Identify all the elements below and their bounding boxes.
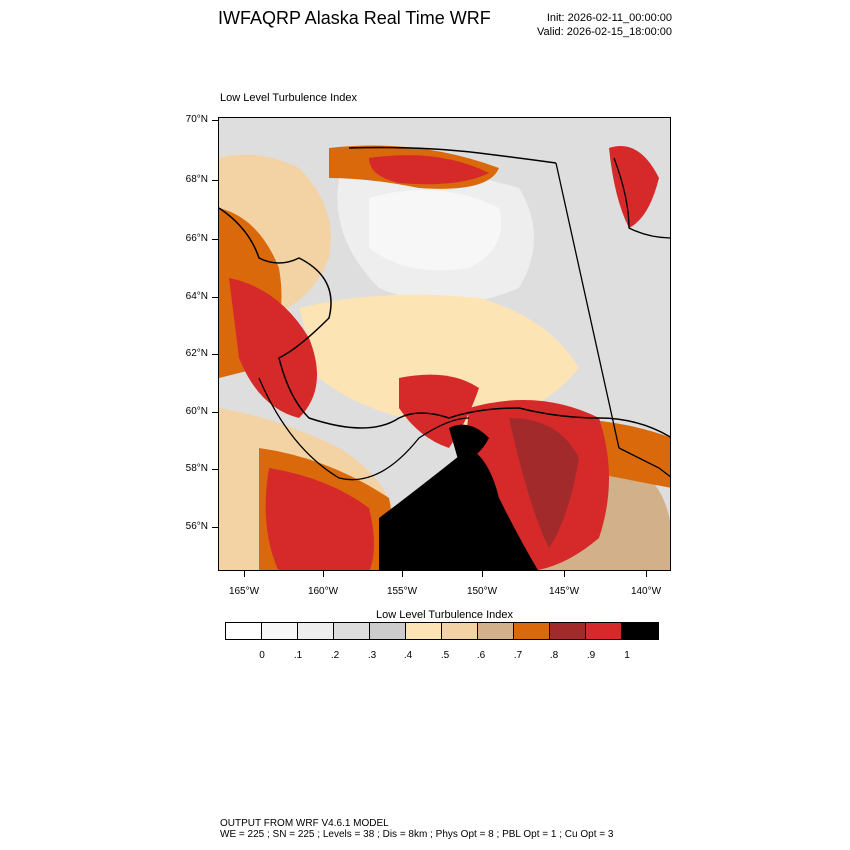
lat-tick (212, 120, 218, 121)
footer-config-line: WE = 225 ; SN = 225 ; Levels = 38 ; Dis = 8km ; Phys Opt = 8 ; PBL Opt = 1 ; Cu Opt = 3 (220, 829, 614, 840)
footer-model-line: OUTPUT FROM WRF V4.6.1 MODEL (220, 818, 389, 829)
valid-time: Valid: 2026-02-15_18:00:00 (537, 26, 672, 38)
lat-tick (212, 297, 218, 298)
colorbar-box-10 (586, 623, 622, 639)
lat-label-70n: 70°N (185, 114, 208, 125)
lat-label-62n: 62°N (185, 348, 208, 359)
lon-tick (244, 571, 245, 577)
colorbar-label-0.5: .5 (440, 650, 450, 661)
colorbar-box-9 (550, 623, 586, 639)
colorbar-box-11 (622, 623, 658, 639)
lat-tick (212, 180, 218, 181)
colorbar-label-0.3: .3 (367, 650, 377, 661)
colorbar-label-0: 0 (259, 650, 265, 661)
colorbar-box-3 (334, 623, 370, 639)
colorbar-label-0.8: .8 (549, 650, 559, 661)
lon-tick (482, 571, 483, 577)
colorbar-box-5 (406, 623, 442, 639)
lat-label-64n: 64°N (185, 291, 208, 302)
colorbar-box-4 (370, 623, 406, 639)
map-title: Low Level Turbulence Index (220, 92, 357, 104)
lon-tick (402, 571, 403, 577)
colorbar-box-8 (514, 623, 550, 639)
colorbar-label-0.9: .9 (586, 650, 596, 661)
colorbar-label-0.2: .2 (330, 650, 340, 661)
colorbar-box-2 (298, 623, 334, 639)
colorbar-label-1: 1 (624, 650, 630, 661)
lat-tick (212, 239, 218, 240)
lat-tick (212, 354, 218, 355)
lon-label-165w: 165°W (228, 586, 260, 597)
lon-tick (323, 571, 324, 577)
lon-label-140w: 140°W (630, 586, 662, 597)
lon-label-155w: 155°W (386, 586, 418, 597)
colorbar-box-0 (226, 623, 262, 639)
lon-tick (564, 571, 565, 577)
lon-tick (646, 571, 647, 577)
lat-label-60n: 60°N (185, 406, 208, 417)
colorbar-label-0.4: .4 (403, 650, 413, 661)
colorbar (225, 622, 659, 640)
colorbar-label-0.1: .1 (293, 650, 303, 661)
lat-label-58n: 58°N (185, 463, 208, 474)
turbulence-map (218, 117, 671, 571)
lat-tick (212, 412, 218, 413)
lat-tick (212, 527, 218, 528)
lon-label-145w: 145°W (548, 586, 580, 597)
colorbar-box-7 (478, 623, 514, 639)
turbulence-field (219, 118, 671, 571)
lat-tick (212, 469, 218, 470)
lat-label-68n: 68°N (185, 174, 208, 185)
main-title: IWFAQRP Alaska Real Time WRF (218, 8, 491, 28)
init-time: Init: 2026-02-11_00:00:00 (546, 12, 672, 24)
colorbar-box-1 (262, 623, 298, 639)
lat-label-66n: 66°N (185, 233, 208, 244)
lon-label-150w: 150°W (466, 586, 498, 597)
lon-label-160w: 160°W (307, 586, 339, 597)
interior-lowest-region (369, 190, 501, 271)
colorbar-box-6 (442, 623, 478, 639)
lat-label-56n: 56°N (185, 521, 208, 532)
colorbar-label-0.6: .6 (476, 650, 486, 661)
colorbar-title: Low Level Turbulence Index (376, 609, 513, 621)
colorbar-label-0.7: .7 (513, 650, 523, 661)
